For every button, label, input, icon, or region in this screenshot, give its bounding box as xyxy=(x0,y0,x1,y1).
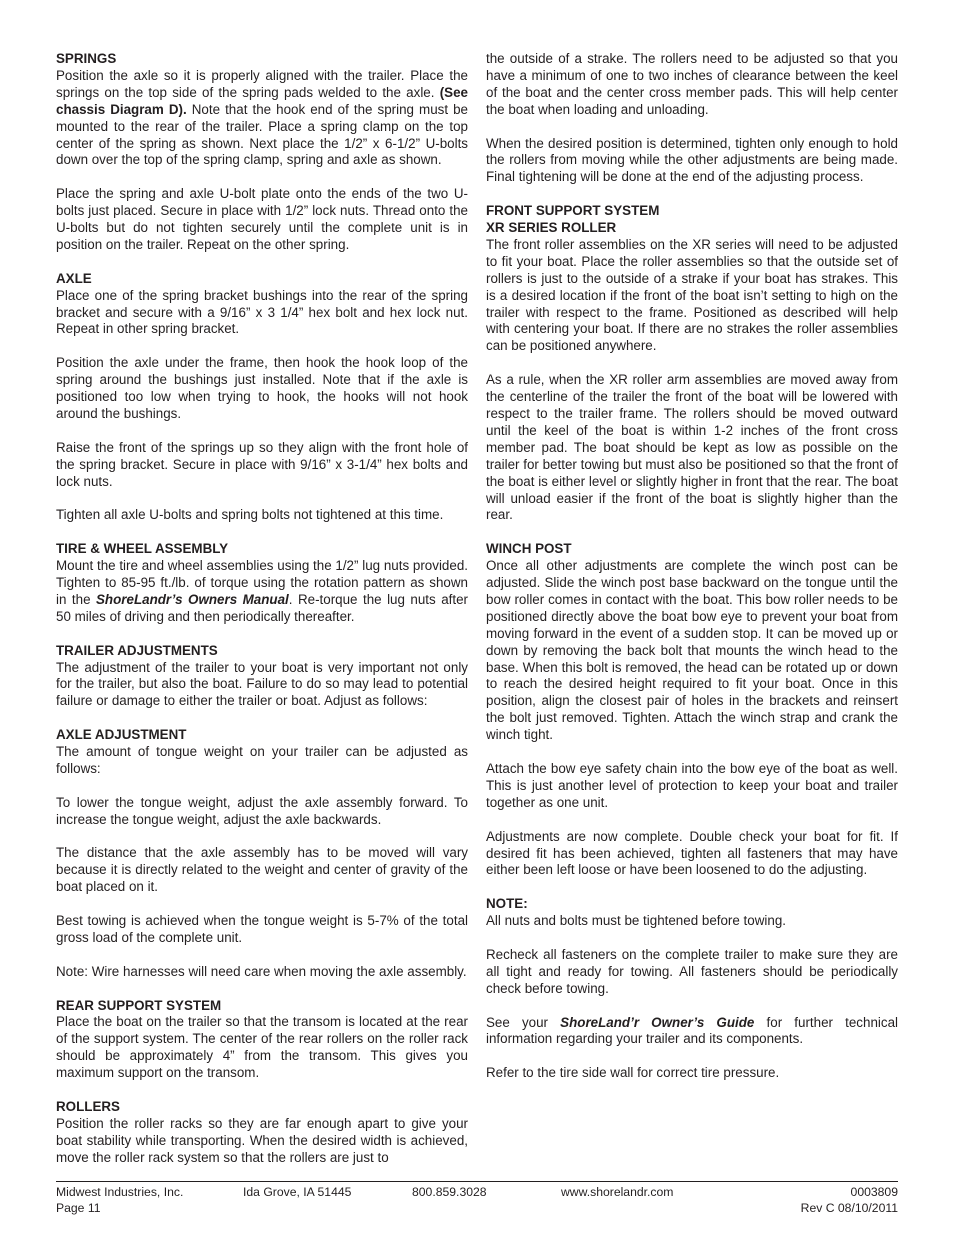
footer-divider xyxy=(56,1181,898,1182)
axle-adjustment-paragraph-1: The amount of tongue weight on your trailer can be adjusted as follows: xyxy=(56,744,468,776)
axle-paragraph-4: Tighten all axle U-bolts and spring bolts not tightened at this time. xyxy=(56,507,444,523)
footer-revision: Rev C 08/10/2011 xyxy=(800,1200,898,1215)
rollers-continued-paragraph-1: the outside of a strake. The rollers need to be adjusted so that you have a minimum of one to two inches of clearance between the keel of the boat and the center cross member pads. This will help center the boat when loading and unloading. xyxy=(486,51,898,117)
springs-paragraph xyxy=(56,68,468,169)
winch-post-paragraph-3: Adjustments are now complete. Double check your boat for fit. If desired fit has been achieved, tighten all fasteners that may have either been left loose or have been loosened to do the adjusting. xyxy=(486,828,898,878)
axle-adjustment-paragraph-5: Note: Wire harnesses will need care when moving the axle assembly. xyxy=(56,963,467,979)
springs-paragraph-2: Place the spring and axle U-bolt plate onto the ends of the two U-bolts just placed. Secure in place with 1/2” lock nuts. Thread onto the U-bolts but do not tighten securely until the complete unit is in position on the trailer. Repeat on the other spring. xyxy=(56,186,468,252)
axle-paragraph-2: Position the axle under the frame, then hook the hook loop of the spring around the bushings just installed. Note that if the axle is positioned too low when trying to hook, the hooks will not hook around the bushings. xyxy=(56,355,468,421)
winch-post-paragraph-2: Attach the bow eye safety chain into the bow eye of the boat as well. This is just another level of protection to keep your boat and trailer together as one unit. xyxy=(486,760,898,810)
note-paragraph-1: All nuts and bolts must be tightened before towing. xyxy=(486,913,786,929)
trailer-adjustments-paragraph: The adjustment of the trailer to your boat is very important not only for the trailer, but also the boat. Failure to do so may lead to potential failure or damage to either the trailer or boat. Adjust as follows: xyxy=(56,659,468,709)
right-column xyxy=(486,51,898,1099)
springs-text-c: Note that the hook end of the spring must be mounted to the rear of the trailer. Place a spring clamp on the top center of the spring as shown. Next place the 1/2” x 6-1/2” U-bolts down over the top of the spring clamp, spring and axle as shown. xyxy=(56,101,469,168)
front-support-paragraph-2: As a rule, when the XR roller arm assemblies are moved away from the centerline of the trailer the front of the boat will be lowered with respect to the trailer frame. The rollers should be moved outward until the keel of the boat is within 1-2 inches of the front cross member pad. The boat should be kept as low as possible on the trailer for better towing but must also be positioned so that the front of the boat is either level or slightly higher in front that the rear. The boat will unload easier if the front of the boat is slightly higher than the rear. xyxy=(486,372,898,523)
note-heading: NOTE: xyxy=(486,896,528,912)
tire-heading: TIRE & WHEEL ASSEMBLY xyxy=(56,541,229,557)
footer-phone: 800.859.3028 xyxy=(412,1185,487,1199)
note-text-a: See your xyxy=(486,1014,561,1030)
springs-text-a: Position the axle so it is properly aligned with the trailer. Place the springs on the top side of the spring pads welded to the axle. xyxy=(56,67,468,100)
footer-page-number: Page 11 xyxy=(56,1200,101,1215)
trailer-adjustments-heading: TRAILER ADJUSTMENTS xyxy=(56,642,218,658)
axle-paragraph-1: Place one of the spring bracket bushings into the rear of the spring bracket and secure with a 9/16” x 3 1/4” hex bolt and hex lock nut. Repeat in other spring bracket. xyxy=(56,287,468,337)
owners-manual-ref: ShoreLandr’s Owners Manual xyxy=(96,591,289,607)
note-paragraph-3 xyxy=(486,1015,898,1049)
note-paragraph-4: Refer to the tire side wall for correct tire pressure. xyxy=(486,1065,780,1081)
note-text-c: for further technical information regarding your trailer and its components. xyxy=(486,1014,898,1047)
axle-adjustment-paragraph-2: To lower the tongue weight, adjust the axle assembly forward. To increase the tongue weight, adjust the axle backwards. xyxy=(56,794,468,827)
tire-text-a: Mount the tire and wheel assemblies using the 1/2” lug nuts provided. Tighten to 85-95 ft./lb. of torque using the rotation pattern as shown in the xyxy=(56,558,468,607)
axle-heading: AXLE xyxy=(56,270,92,286)
rear-support-paragraph: Place the boat on the trailer so that the transom is located at the rear of the support system. The center of the rear rollers on the roller rack should be approximately 4” from the transom. This gives you maximum support on the transom. xyxy=(56,1014,468,1081)
footer-company: Midwest Industries, Inc. xyxy=(56,1185,184,1199)
rear-support-heading: REAR SUPPORT SYSTEM xyxy=(56,997,222,1013)
springs-heading: SPRINGS xyxy=(56,51,117,66)
owners-guide-ref: ShoreLand’r Owner’s Guide xyxy=(560,1014,755,1030)
note-paragraph-2: Recheck all fasteners on the complete trailer to make sure they are all tight and ready for towing. All fasteners should be periodically check before towing. xyxy=(486,946,898,996)
tire-text-c: . Re-torque the lug nuts after 50 miles of driving and then periodically thereafter. xyxy=(56,591,468,624)
front-support-paragraph-1: The front roller assemblies on the XR series will need to be adjusted to fit your boat. Place the roller assemblies so that the outside set of rollers is just to the outside of a strake if your boat has strakes. This is a desired location if the front of the boat isn’t setting to high on the trailer with respect to the frame. Positioned as described will help with centering your boat. If there are no strakes the roller assemblies can be positioned anywhere. xyxy=(486,236,898,354)
footer-doc-block xyxy=(801,1185,898,1216)
axle-adjustment-paragraph-3: The distance that the axle assembly has to be moved will vary because it is directly related to the weight and center of gravity of the boat placed on it. xyxy=(56,845,468,895)
axle-paragraph-3: Raise the front of the springs up so they align with the front hole of the spring bracket. Secure in place with 9/16” x 3-1/4” hex bolts and lock nuts. xyxy=(56,439,468,489)
springs-diagram-ref: (See chassis Diagram D). xyxy=(56,84,468,117)
tire-paragraph xyxy=(56,558,468,626)
footer-doc-number: 0003809 xyxy=(850,1185,898,1199)
xr-series-roller-heading: XR SERIES ROLLER xyxy=(486,220,617,236)
footer-city: Ida Grove, IA 51445 xyxy=(243,1185,352,1199)
left-column xyxy=(56,51,468,1167)
footer-website: www.shorelandr.com xyxy=(561,1185,674,1199)
axle-adjustment-paragraph-4: Best towing is achieved when the tongue weight is 5-7% of the total gross load of the complete unit. xyxy=(56,913,468,945)
rollers-paragraph: Position the roller racks so they are far enough apart to give your boat stability while transporting. When the desired width is achieved, move the roller rack system so that the rollers are just to xyxy=(56,1115,468,1165)
axle-adjustment-heading: AXLE ADJUSTMENT xyxy=(56,727,187,743)
footer-company-block xyxy=(56,1185,183,1216)
winch-post-heading: WINCH POST xyxy=(486,541,572,557)
winch-post-paragraph-1: Once all other adjustments are complete the winch post can be adjusted. Slide the winch post base backward on the tongue until the bow roller comes in contact with the boat. This bow roller needs to be positioned directly above the boat bow eye to prevent your boat from moving forward in the event of a sudden stop. It can be moved up or down by removing the back bolt that mounts the winch head to the base. When this bolt is removed, the head can be rotated up or down to reach the desired height required to fit your boat. Once in this position, align the closest pair of holes in the brackets and reinsert the bolt just removed. Tighten. Attach the winch strap and crank the winch tight. xyxy=(486,558,898,743)
front-support-heading: FRONT SUPPORT SYSTEM xyxy=(486,203,660,219)
rollers-heading: ROLLERS xyxy=(56,1098,120,1114)
rollers-continued-paragraph-2: When the desired position is determined, tighten only enough to hold the rollers from moving while the other adjustments are being made. Final tightening will be done at the end of the adjusting process. xyxy=(486,135,898,185)
